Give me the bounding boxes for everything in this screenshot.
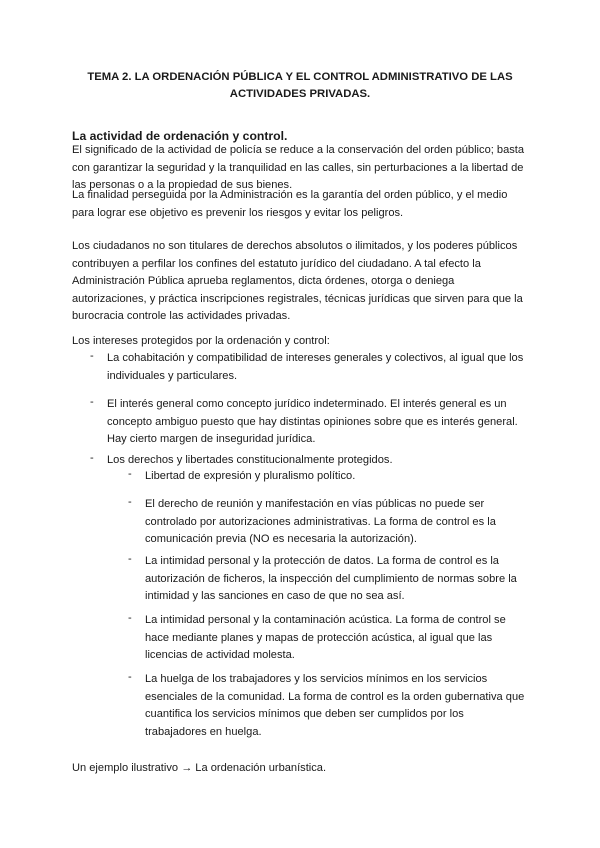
sublist-dash: - (128, 612, 132, 624)
sublist-dash: - (128, 468, 132, 480)
closing-example: Un ejemplo ilustrativo → La ordenación urbanística. (72, 762, 327, 774)
title-line-2: ACTIVIDADES PRIVADAS. (229, 88, 371, 100)
paragraph-ciudadanos: Los ciudadanos no son titulares de derechos absolutos o ilimitados, y los poderes públicos contribuyen a perfilar los confines del estatuto jurídico del ciudadano. A tal efecto la Administración Pública aprueba reglamentos, dicta órdenes, otorga o deniega autorizaciones, y práctica inscripciones registrales, técnicas jurídicas que sirven para que la burocracia controle las actividades privadas. (72, 240, 523, 323)
sublist-item-datos: La intimidad personal y la protección de datos. La forma de control es la autorización de ficheros, la inspección del cumplimiento de normas sobre la intimidad y las sanciones en caso de que no sea así. (145, 555, 517, 603)
interests-intro: Los intereses protegidos por la ordenación y control: (72, 335, 330, 347)
title-line-1: TEMA 2. LA ORDENACIÓN PÚBLICA Y EL CONTROL ADMINISTRATIVO DE LAS (87, 71, 513, 83)
sublist-dash: - (128, 671, 132, 683)
list-dash: - (90, 452, 94, 464)
section-heading: La actividad de ordenación y control. (72, 129, 288, 143)
list-dash: - (90, 396, 94, 408)
sublist-item-acustica: La intimidad personal y la contaminación acústica. La forma de control se hace mediante planes y mapas de protección acústica, al igual que las licencias de actividad molesta. (145, 614, 506, 662)
sublist-item-expresion: Libertad de expresión y pluralismo político. (145, 470, 356, 482)
document-title (72, 69, 528, 103)
list-item-derechos: Los derechos y libertades constitucionalmente protegidos. (107, 454, 393, 466)
paragraph-finalidad: La finalidad perseguida por la Administración es la garantía del orden público, y el medio para lograr ese objetivo es prevenir los riesgos y evitar los peligros. (72, 189, 508, 219)
sublist-item-huelga: La huelga de los trabajadores y los servicios mínimos en los servicios esenciales de la comunidad. La forma de control es la orden gubernativa que cuantifica los servicios mínimos que deben ser cumplidos por los trabajadores en huelga. (145, 673, 525, 738)
sublist-item-reunion: El derecho de reunión y manifestación en vías públicas no puede ser controlado por autorizaciones administrativas. La forma de control es la comunicación previa (NO es necesaria la autorización). (145, 498, 496, 546)
list-item-interes-general: El interés general como concepto jurídico indeterminado. El interés general es un concepto ambiguo puesto que hay distintas opiniones sobre que es interés general. Hay cierto margen de inseguridad jurídica. (107, 398, 518, 446)
list-dash: - (90, 350, 94, 362)
sublist-dash: - (128, 553, 132, 565)
list-item-cohabitacion: La cohabitación y compatibilidad de intereses generales y colectivos, al igual que los individuales y particulares. (107, 352, 524, 382)
paragraph-policia: El significado de la actividad de policía se reduce a la conservación del orden público; basta con garantizar la seguridad y la tranquilidad en las calles, sin perturbaciones a la libertad de las personas o a la propiedad de sus bienes. (72, 144, 525, 192)
sublist-dash: - (128, 496, 132, 508)
